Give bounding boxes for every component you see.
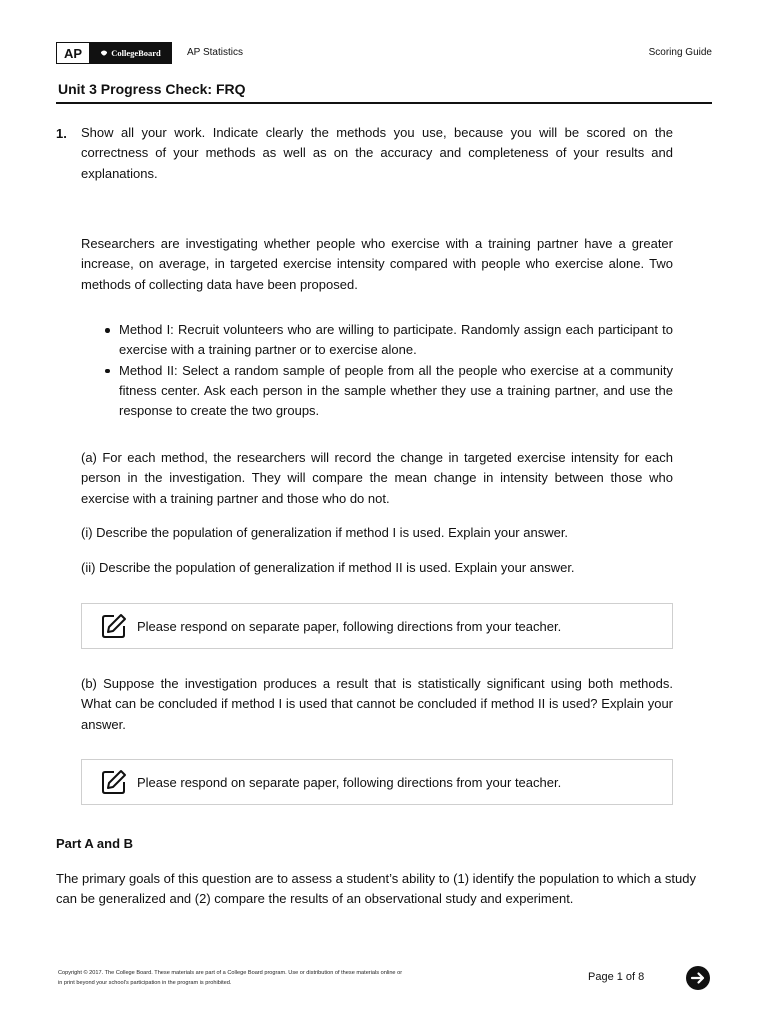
acorn-icon [100,49,108,58]
collegeboard-text: CollegeBoard [111,48,161,58]
copyright-line: in print beyond your school’s participation in the program is prohibited. [58,980,232,986]
copyright-notice [58,968,488,988]
scoring-goals: The primary goals of this question are to assess a student’s ability to (1) identify the population to which a study can be generalized and (2) compare the results of an observational study and experiment. [56,871,696,907]
copyright-line: Copyright © 2017. The College Board. These materials are part of a College Board program. Use or distribution of these materials online or [58,970,403,976]
scoring-heading: Part A and B [56,836,134,851]
edit-pencil-icon [101,769,127,795]
page-number: Page 1 of 8 [588,971,645,983]
part-a-text: (a) For each method, the researchers will record the change in targeted exercise intensity for each person in the investigation. They will compare the mean change in intensity between those who exercise with a training partner and those who do not. [81,450,673,506]
question-stem: Researchers are investigating whether people who exercise with a training partner have a greater increase, on average, in targeted exercise intensity compared with people who exercise alone. Two methods of collecting data have been proposed. [81,236,673,292]
response-box-b [81,759,673,805]
methods-list [101,320,673,421]
response-box-a [81,603,673,649]
next-page-button[interactable] [686,966,710,990]
response-instruction: Please respond on separate paper, following directions from your teacher. [137,618,562,634]
part-a-i-text: (i) Describe the population of generalization if method I is used. Explain your answer. [81,525,569,540]
response-instruction: Please respond on separate paper, following directions from your teacher. [137,774,562,790]
question-instructions: Show all your work. Indicate clearly the methods you use, because you will be scored on the correctness of your methods as well as on the accuracy and completeness of your results and explanations. [81,125,673,181]
list-item: Method I: Recruit volunteers who are willing to participate. Randomly assign each participant to exercise with a training partner or to exercise alone. [101,320,673,361]
edit-pencil-icon [101,613,127,639]
collegeboard-logo [90,43,171,63]
guide-label: Scoring Guide [648,47,712,58]
course-name: AP Statistics [187,47,243,58]
question-number: 1. [56,126,67,141]
title-divider [56,102,712,104]
ap-logo-text: AP [57,43,90,63]
page-title: Unit 3 Progress Check: FRQ [58,81,246,97]
list-item: Method II: Select a random sample of people from all the people who exercise at a community fitness center. Ask each person in the sample whether they use a training partner, and use the response to create the two groups. [101,361,673,422]
ap-collegeboard-logo [56,42,172,64]
part-b-text: (b) Suppose the investigation produces a result that is statistically significant using both methods. What can be concluded if method I is used that cannot be concluded if method II is used? Explain your answer. [81,676,673,732]
arrow-right-circle-icon [690,970,706,986]
part-a-ii-text: (ii) Describe the population of generalization if method II is used. Explain your answer. [81,560,575,575]
